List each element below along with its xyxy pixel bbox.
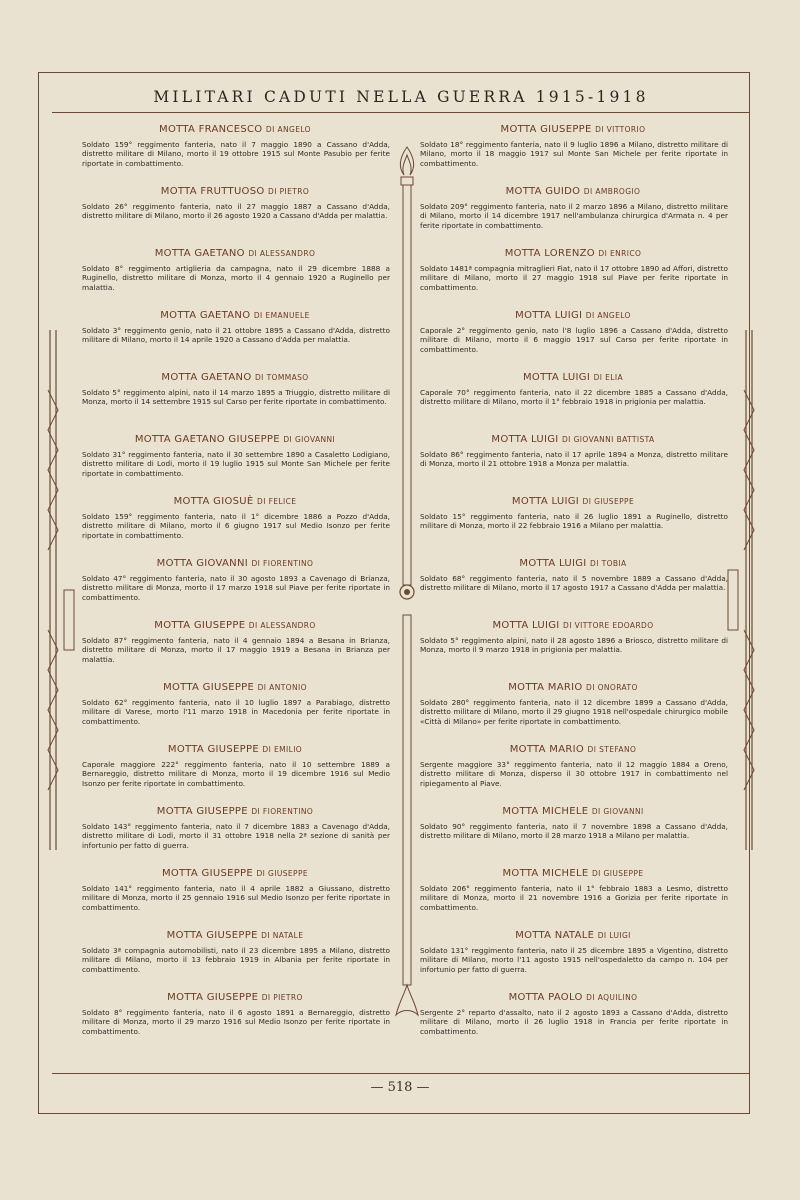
entry-text: Caporale 70° reggimento fanteria, nato il 22 dicembre 1885 a Cassano d'Adda, distretto militare di Milano, morto il 1° febbraio 1918 in prigionia per malattia. — [420, 388, 728, 407]
entry-surname: MOTTA MARIO — [509, 744, 585, 755]
right-column — [418, 124, 728, 1054]
entry-name — [418, 310, 728, 321]
entry-patronymic: DI STEFANO — [587, 745, 637, 754]
entry-patronymic: DI ENRICO — [598, 249, 642, 258]
entry-text: Soldato 5° reggimento alpini, nato il 28 agosto 1896 a Briosco, distretto militare di Monza, morto il 9 marzo 1918 in prigionia per malattia. — [420, 636, 728, 655]
entry-text: Soldato 86° reggimento fanteria, nato il 17 aprile 1894 a Monza, distretto militare di Monza, morto il 21 ottobre 1918 a Monza per malattia. — [420, 450, 728, 469]
entry-patronymic: DI GIOVANNI — [591, 807, 644, 816]
entry-surname: MOTTA GIUSEPPE — [163, 682, 255, 693]
entry-surname: MOTTA LUIGI — [511, 496, 580, 507]
entry — [80, 930, 390, 992]
entry-patronymic: DI TOBIA — [590, 559, 627, 568]
entry-patronymic: DI ELIA — [593, 373, 624, 382]
entry-patronymic: DI VITTORE EDOARDO — [563, 621, 654, 630]
entry-surname: MOTTA GIUSEPPE — [154, 620, 246, 631]
entry-patronymic: DI ALESSANDRO — [248, 621, 316, 630]
entry-patronymic: DI GIUSEPPE — [591, 869, 644, 878]
entry-text: Caporale 2° reggimento genio, nato l'8 luglio 1896 a Cassano d'Adda, distretto militare di Milano, morto il 6 maggio 1917 sul Carso per ferite riportate in combattimento. — [420, 326, 728, 354]
entry-surname: MOTTA GIUSEPPE — [166, 930, 258, 941]
entry — [80, 868, 390, 930]
entry-text: Soldato 159° reggimento fanteria, nato il 1° dicembre 1886 a Pozzo d'Adda, distretto militare di Milano, morto il 6 giugno 1917 sul Medio Isonzo per ferite riportate in combattimento. — [82, 512, 390, 540]
entry-text: Soldato 18° reggimento fanteria, nato il 9 luglio 1896 a Milano, distretto militare di Milano, morto il 18 maggio 1917 sul Monte San Michele per ferite riportate in combattimento. — [420, 140, 728, 168]
entry-text: Soldato 15° reggimento fanteria, nato il 26 luglio 1891 a Ruginello, distretto militare di Monza, morto il 22 febbraio 1916 a Milano per malattia. — [420, 512, 728, 531]
entry-patronymic: DI ONORATO — [586, 683, 638, 692]
entry — [418, 186, 728, 248]
entry — [418, 310, 728, 372]
entry-surname: MOTTA MARIO — [508, 682, 583, 693]
entry-patronymic: DI FIORENTINO — [251, 559, 314, 568]
entry — [80, 372, 390, 434]
entry-surname: MOTTA GIUSEPPE — [500, 124, 592, 135]
bottom-rule — [52, 1073, 750, 1074]
entry-name — [80, 310, 390, 321]
entry-name — [80, 868, 390, 879]
entry — [418, 434, 728, 496]
entry-text: Soldato 3° reggimento genio, nato il 21 ottobre 1895 a Cassano d'Adda, distretto militare di Milano, morto il 14 aprile 1920 a Cassano d'Adda per malattia. — [82, 326, 390, 345]
entry-surname: MOTTA GAETANO GIUSEPPE — [134, 434, 280, 445]
entry-name — [418, 372, 728, 383]
entry-text: Sergente 2° reparto d'assalto, nato il 2 agosto 1893 a Cassano d'Adda, distretto militare di Milano, morto il 26 luglio 1918 in Francia per ferite riportate in combattimento. — [420, 1008, 728, 1036]
entry-text: Soldato 143° reggimento fanteria, nato il 7 dicembre 1883 a Cavenago d'Adda, distretto militare di Lodi, morto il 31 ottobre 1918 nella 2ª sezione di sanità per infortunio per fatto di guerra. — [82, 822, 390, 850]
entry — [80, 558, 390, 620]
entry-patronymic: DI PIETRO — [268, 187, 310, 196]
left-fasces-ornament — [40, 330, 76, 850]
entry-surname: MOTTA GIOSUÈ — [173, 496, 254, 507]
entry-patronymic: DI GIUSEPPE — [582, 497, 635, 506]
entry-name — [418, 806, 728, 817]
entry-text: Soldato 209° reggimento fanteria, nato il 2 marzo 1896 a Milano, distretto militare di Milano, morto il 14 dicembre 1917 nell'ambulanza chirurgica d'Armata n. 4 per ferite riportate in combattimento. — [420, 202, 728, 230]
entry-text: Sergente maggiore 33° reggimento fanteria, nato il 12 maggio 1884 a Oreno, distretto militare di Monza, disperso il 30 ottobre 1917 in combattimento nel ripiegamento al Piave. — [420, 760, 728, 788]
entry-patronymic: DI LUIGI — [597, 931, 631, 940]
entry — [80, 310, 390, 372]
entry-surname: MOTTA GIOVANNI — [156, 558, 248, 569]
entry-name — [418, 186, 728, 197]
entry-surname: MOTTA MICHELE — [502, 868, 589, 879]
entry-surname: MOTTA GAETANO — [160, 310, 251, 321]
entry — [418, 682, 728, 744]
entry-name — [80, 124, 390, 135]
entry-text: Soldato 90° reggimento fanteria, nato il 7 novembre 1898 a Cassano d'Adda, distretto militare di Milano, morto il 28 marzo 1918 a Milano per malattia. — [420, 822, 728, 841]
entry-patronymic: DI ANTONIO — [257, 683, 307, 692]
entry-surname: MOTTA FRANCESCO — [159, 124, 263, 135]
entry-text: Soldato 280° reggimento fanteria, nato il 12 dicembre 1899 a Cassano d'Adda, distretto militare di Milano, morto il 29 giugno 1918 nell'ospedale chirurgico mobile «Città di Milano» per ferite riportate in combattimento. — [420, 698, 728, 726]
entry-text: Soldato 26° reggimento fanteria, nato il 27 maggio 1887 a Cassano d'Adda, distretto militare di Milano, morto il 26 agosto 1920 a Cassano d'Adda per malattia. — [82, 202, 390, 221]
entry — [418, 744, 728, 806]
right-fasces-ornament — [726, 330, 762, 850]
entry — [80, 620, 390, 682]
entry-text: Soldato 206° reggimento fanteria, nato il 1° febbraio 1883 a Lesmo, distretto militare di Monza, morto il 21 novembre 1916 a Gorizia per ferite riportate in combattimento. — [420, 884, 728, 912]
entry-patronymic: DI ANGELO — [265, 125, 311, 134]
entry-name — [418, 744, 728, 755]
entry-text: Soldato 131° reggimento fanteria, nato il 25 dicembre 1895 a Vigentino, distretto militare di Milano, morto l'11 agosto 1915 nell'ospedaletto da campo n. 104 per infortunio per fatto di guerra. — [420, 946, 728, 974]
entry-name — [80, 744, 390, 755]
entry-name — [418, 124, 728, 135]
entry-patronymic: DI NATALE — [261, 931, 304, 940]
entry-text: Soldato 5° reggimento alpini, nato il 14 marzo 1895 a Triuggio, distretto militare di Monza, morto il 14 settembre 1915 sul Carso per ferite riportate in combattimento. — [82, 388, 390, 407]
entry-surname: MOTTA LUIGI — [491, 434, 559, 445]
entry-name — [80, 372, 390, 383]
entry — [418, 496, 728, 558]
entry-name — [80, 558, 390, 569]
entry-name — [80, 992, 390, 1003]
entry-text: Soldato 68° reggimento fanteria, nato il 5 novembre 1889 a Cassano d'Adda, distretto militare di Milano, morto il 17 agosto 1917 a Cassano d'Adda per malattia. — [420, 574, 728, 593]
entry-text: Soldato 8° reggimento artiglieria da campagna, nato il 29 dicembre 1888 a Ruginello, distretto militare di Monza, morto il 4 gennaio 1920 a Ruginello per malattia. — [82, 264, 390, 292]
entry-patronymic: DI FIORENTINO — [251, 807, 314, 816]
page-title: MILITARI CADUTI NELLA GUERRA 1915-1918 — [153, 88, 649, 106]
entry-text: Soldato 159° reggimento fanteria, nato il 7 maggio 1890 a Cassano d'Adda, distretto militare di Milano, morto il 19 ottobre 1915 sul Monte Pasubio per ferite riportate in combattimento. — [82, 140, 390, 168]
entry-name — [418, 992, 728, 1003]
entry-text: Soldato 62° reggimento fanteria, nato il 10 luglio 1897 a Parabiago, distretto militare di Varese, morto l'11 marzo 1918 in Macedonia per ferite riportate in combattimento. — [82, 698, 390, 726]
entry-name — [80, 248, 390, 259]
entry-name — [80, 434, 390, 445]
entry-surname: MOTTA GAETANO — [161, 372, 252, 383]
entry-surname: MOTTA GIUSEPPE — [156, 806, 248, 817]
entry — [80, 434, 390, 496]
entry — [80, 992, 390, 1054]
header-band — [52, 78, 750, 113]
entry-patronymic: DI EMILIO — [262, 745, 303, 754]
left-column — [80, 124, 390, 1054]
entry-name — [418, 248, 728, 259]
entry-text: Soldato 8° reggimento fanteria, nato il 6 agosto 1891 a Bernareggio, distretto militare di Monza, morto il 29 marzo 1916 sul Medio Isonzo per ferite riportate in combattimento. — [82, 1008, 390, 1036]
entry-surname: MOTTA GIUSEPPE — [167, 744, 259, 755]
entry — [418, 806, 728, 868]
entry — [80, 248, 390, 310]
entry-patronymic: DI ANGELO — [585, 311, 631, 320]
entry-text: Soldato 31° reggimento fanteria, nato il 30 settembre 1890 a Casaletto Lodigiano, distretto militare di Lodi, morto il 19 luglio 1915 sul Monte San Michele per ferite riportate in combattimento. — [82, 450, 390, 478]
entry-surname: MOTTA LORENZO — [504, 248, 595, 259]
entry-surname: MOTTA FRUTTUOSO — [160, 186, 265, 197]
entry-name — [418, 930, 728, 941]
entry — [418, 248, 728, 310]
page-number: — 518 — — [370, 1080, 430, 1095]
entry-surname: MOTTA GAETANO — [154, 248, 245, 259]
entry-surname: MOTTA GIUSEPPE — [167, 992, 259, 1003]
entry-patronymic: DI TOMMASO — [255, 373, 309, 382]
entry-name — [80, 930, 390, 941]
entry-surname: MOTTA LUIGI — [492, 620, 560, 631]
entry-name — [418, 620, 728, 631]
entry — [418, 124, 728, 186]
entry-patronymic: DI PIETRO — [261, 993, 303, 1002]
entry-patronymic: DI ALESSANDRO — [248, 249, 316, 258]
entry — [80, 186, 390, 248]
entry-surname: MOTTA PAOLO — [508, 992, 583, 1003]
entry-name — [418, 682, 728, 693]
entry-text: Soldato 3ª compagnia automobilisti, nato il 23 dicembre 1895 a Milano, distretto militare di Milano, morto il 13 febbraio 1919 in Albania per ferite riportate in combattimento. — [82, 946, 390, 974]
entry-text: Soldato 87° reggimento fanteria, nato il 4 gennaio 1894 a Besana in Brianza, distretto militare di Monza, morto il 17 maggio 1919 a Besana in Brianza per malattia. — [82, 636, 390, 664]
entry-patronymic: DI EMANUELE — [253, 311, 310, 320]
entry-patronymic: DI VITTORIO — [595, 125, 646, 134]
entry-patronymic: DI GIOVANNI — [283, 435, 336, 444]
entry-name — [418, 558, 728, 569]
entry-name — [80, 806, 390, 817]
entry — [418, 558, 728, 620]
entry — [418, 620, 728, 682]
entry-name — [80, 496, 390, 507]
entry-patronymic: DI AQUILINO — [586, 993, 638, 1002]
entry-name — [80, 682, 390, 693]
entry-name — [418, 868, 728, 879]
entry-surname: MOTTA GIUSEPPE — [161, 868, 253, 879]
entry-text: Caporale maggiore 222° reggimento fanteria, nato il 10 settembre 1889 a Bernareggio, distretto militare di Monza, morto il 19 dicembre 1916 sul Medio Isonzo per ferite riportate in combattimento. — [82, 760, 390, 788]
entry — [418, 992, 728, 1054]
entry — [80, 124, 390, 186]
entry — [418, 930, 728, 992]
entry — [80, 496, 390, 558]
entry-surname: MOTTA GUIDO — [505, 186, 581, 197]
entry-patronymic: DI GIOVANNI BATTISTA — [562, 435, 655, 444]
entry-name — [418, 434, 728, 445]
entry-surname: MOTTA MICHELE — [502, 806, 589, 817]
entry-patronymic: DI GIUSEPPE — [256, 869, 309, 878]
entry-patronymic: DI FELICE — [257, 497, 297, 506]
entry-patronymic: DI AMBROGIO — [583, 187, 641, 196]
entry-name — [80, 620, 390, 631]
entry-name — [418, 496, 728, 507]
entry — [80, 682, 390, 744]
entry-text: Soldato 141° reggimento fanteria, nato il 4 aprile 1882 a Giussano, distretto militare di Monza, morto il 25 gennaio 1916 sul Medio Isonzo per ferite riportate in combattimento. — [82, 884, 390, 912]
entry-surname: MOTTA NATALE — [515, 930, 595, 941]
entry-surname: MOTTA LUIGI — [515, 310, 583, 321]
entry-text: Soldato 47° reggimento fanteria, nato il 30 agosto 1893 a Cavenago di Brianza, distretto militare di Monza, morto il 17 marzo 1918 sul Piave per ferite riportate in combattimento. — [82, 574, 390, 602]
entry-surname: MOTTA LUIGI — [519, 558, 587, 569]
entry-name — [80, 186, 390, 197]
entry — [80, 806, 390, 868]
entry — [418, 868, 728, 930]
entry — [418, 372, 728, 434]
entry-surname: MOTTA LUIGI — [522, 372, 591, 383]
entry-text: Soldato 1481ª compagnia mitraglieri Fiat, nato il 17 ottobre 1890 ad Affori, distretto militare di Milano, morto il 27 maggio 1918 sul Piave per ferite riportate in combattimento. — [420, 264, 728, 292]
entry — [80, 744, 390, 806]
